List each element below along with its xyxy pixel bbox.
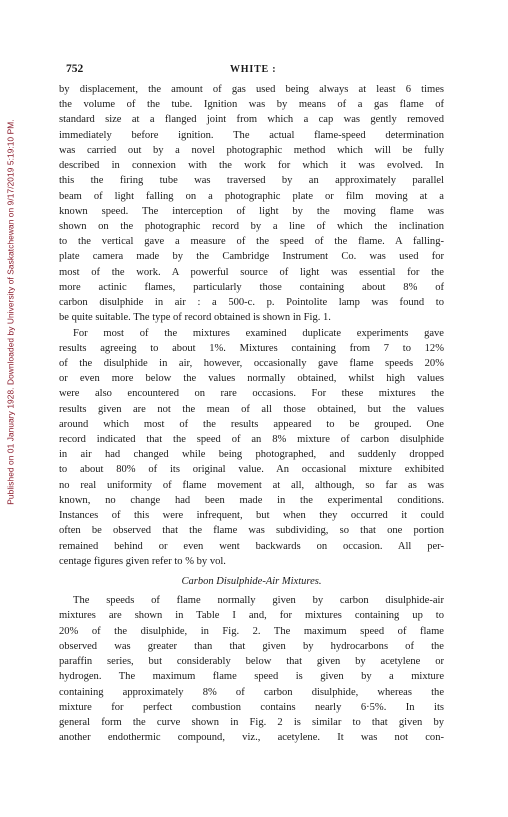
- text-line: by displacement, the amount of gas used being always at least 6 times: [59, 84, 444, 95]
- paragraph-1: [59, 82, 444, 326]
- text-line: more actinic flames, particularly those containing about 8% of: [59, 281, 444, 293]
- text-line: centage figures given refer to % by vol.: [59, 555, 226, 567]
- download-watermark-text: Published on 01 January 1928. Downloaded by University of Saskatchewan on 9/17/2019 5:19:10 PM.: [6, 119, 17, 505]
- text-line: general form the curve shown in Fig. 2 is similar to that given by: [59, 716, 444, 728]
- text-line: remained behind or even went backwards on occasion. All per-: [59, 540, 444, 552]
- text-line: were also encountered on rare occasions. For these mixtures the: [59, 388, 444, 400]
- page-number: 752: [66, 63, 84, 75]
- text-line: standard size at a flanged joint from which a cap was gently removed: [59, 114, 444, 126]
- text-line: hydrogen. The maximum flame speed is given by a mixture: [59, 671, 444, 683]
- text-line: this the firing tube was traversed by an approximately parallel: [59, 175, 444, 187]
- text-line: known, no change had been made in the experimental conditions.: [59, 494, 444, 506]
- text-line: around which most of the results appeared to be grouped. One: [59, 418, 444, 430]
- paragraph-2: [59, 326, 444, 570]
- text-line: The speeds of flame normally given by carbon disulphide-air: [73, 595, 444, 607]
- text-line: to the vertical gave a measure of the speed of the flame. A falling-: [59, 236, 444, 248]
- text-line: shown on the photographic record by a line of which the inclination: [59, 220, 444, 232]
- text-line: record indicated that the speed of an 8% mixture of carbon disulphide: [59, 434, 444, 446]
- section-heading: Carbon Disulphide-Air Mixtures.: [181, 576, 322, 587]
- text-line: 20% of the disulphide, in Fig. 2. The maximum speed of flame: [59, 625, 444, 637]
- text-line: of the disulphide in air, however, occasionally gave flame speeds 20%: [59, 357, 444, 369]
- text-line: known speed. The interception of light by the moving flame was: [59, 205, 444, 217]
- text-line: observed was greater than that given by hydrocarbons of the: [59, 640, 444, 652]
- text-line: For most of the mixtures examined duplicate experiments gave: [73, 327, 444, 339]
- article-body: [59, 82, 444, 745]
- text-line: carbon disulphide in air : a 500-c. p. Pointolite lamp was found to: [59, 297, 444, 309]
- text-line: in air had changed while being photographed, and suddenly dropped: [59, 449, 444, 461]
- text-line: was carried out by a novel photographic method which will be fully: [59, 144, 444, 156]
- text-line: mixture for perfect combustion contains nearly 6·5%. In its: [59, 701, 444, 713]
- text-line: paraffin series, but considerably below that given by acetylene or: [59, 656, 444, 668]
- text-line: to about 80% of its original value. An occasional mixture exhibited: [59, 464, 444, 476]
- text-line: results agreeing to about 1%. Mixtures containing from 7 to 12%: [59, 342, 444, 354]
- text-line: no real uniformity of flame movement at all, although, so far as was: [59, 479, 444, 491]
- text-line: or even more below the values normally obtained, whilst high values: [59, 373, 444, 385]
- text-line: immediately before ignition. The actual flame-speed determination: [59, 129, 444, 141]
- text-line: Instances of this were infrequent, but when they occurred it could: [59, 510, 444, 522]
- download-watermark: [4, 92, 18, 532]
- text-line: often be observed that the flame was subdividing, so that one portion: [59, 525, 444, 537]
- text-line: results given are not the mean of all those obtained, but the values: [59, 403, 444, 415]
- running-head: WHITE :: [230, 64, 277, 75]
- text-line: beam of light falling on a photographic plate or film moving at a: [59, 190, 444, 202]
- text-line: plate camera made by the Cambridge Instrument Co. was used for: [59, 251, 444, 263]
- text-line: described in connexion with the work for which it was evolved. In: [59, 160, 444, 172]
- text-line: containing approximately 8% of carbon disulphide, whereas the: [59, 686, 444, 698]
- text-line: mixtures are shown in Table I and, for mixtures containing up to: [59, 610, 444, 622]
- text-line: be quite suitable. The type of record obtained is shown in Fig. 1.: [59, 312, 331, 324]
- text-line: another endothermic compound, viz., acetylene. It was not con-: [59, 732, 444, 744]
- paragraph-3: [59, 593, 444, 745]
- text-line: most of the work. A powerful source of light was essential for the: [59, 266, 444, 278]
- text-line: the volume of the tube. Ignition was by means of a gas flame of: [59, 99, 444, 111]
